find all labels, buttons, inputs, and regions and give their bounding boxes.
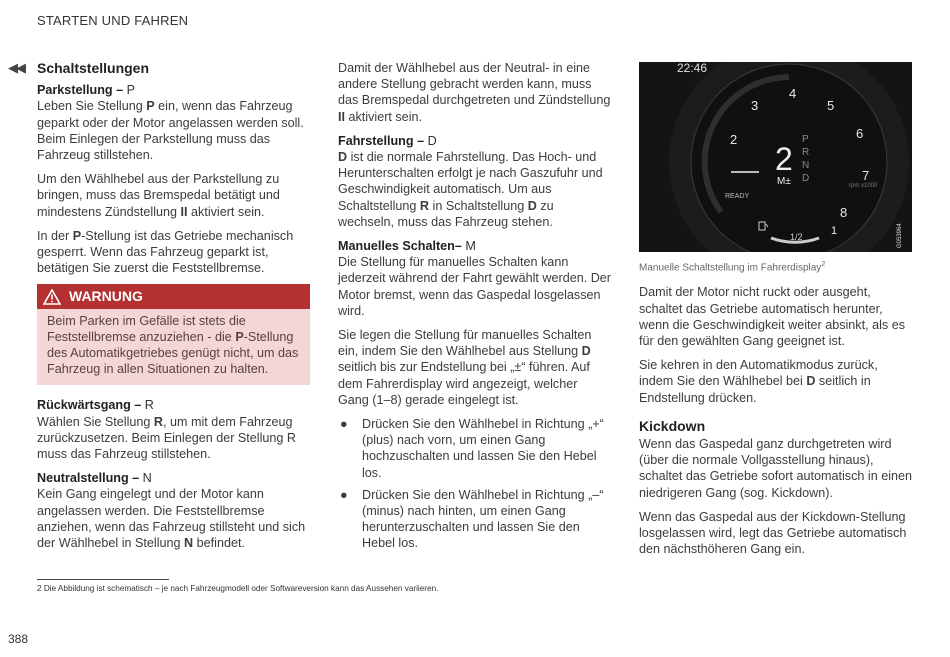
park-paragraph-1: Leben Sie Stellung P ein, wenn das Fahrzeug geparkt oder der Motor angelassen werden soll. Beim Einlegen der Parkstellung muss das Fahrzeug stillstehen. (37, 99, 304, 163)
downshift-paragraph: Damit der Motor nicht ruckt oder ausgeht, schaltet das Getriebe automatisch herunter, wenn die Geschwindigkeit weiter absinkt, als es für den gewählten Gang geeignet ist. (639, 285, 905, 348)
section-title: Schaltstellungen (37, 60, 150, 76)
manual-paragraph-1: Die Stellung für manuelles Schalten kann jederzeit während der Fahrt gewählt werden. Der Motor bremst, wenn das Gaspedal losgelassen wird. (338, 255, 612, 318)
clock-time: 22:46 (677, 62, 708, 75)
driver-display-graphic (639, 62, 912, 252)
page-number: 388 (8, 632, 29, 646)
dial-number: 5 (827, 98, 835, 113)
drive-heading: Fahrstellung – D (338, 133, 437, 148)
gear-letter-n: N (802, 160, 810, 171)
rpm-label: rpm x1000 (849, 183, 878, 189)
park-heading: Parkstellung – P (37, 83, 135, 98)
driver-display-image (639, 62, 912, 252)
dial-number: 8 (840, 205, 848, 220)
instruction-list (338, 416, 611, 552)
column-1 (37, 60, 310, 559)
manual-mode-indicator: M± (777, 176, 791, 187)
bullet-icon: ● (340, 417, 348, 432)
park-paragraph-3: In der P-Stellung ist das Getriebe mechanisch gesperrt. Wenn das Fahrzeug geparkt ist, betätigen Sie zuerst die Feststellbremse. (37, 228, 294, 276)
automatic-mode-paragraph: Sie kehren in den Automatikmodus zurück, indem Sie den Wählhebel bei D seitlich in Endstellung drücken. (639, 358, 878, 405)
dial-number: 3 (751, 98, 759, 113)
back-navigation-icon[interactable]: ◀◀ (8, 60, 24, 75)
neutral-continued-paragraph: Damit der Wählhebel aus der Neutral- in eine andere Stellung gebracht werden kann, muss das Bremspedal durchgetreten und Zündstellung II aktiviert sein. (338, 61, 611, 124)
column-2 (338, 60, 611, 560)
bullet-icon: ● (340, 487, 348, 502)
dial-number: 4 (789, 86, 797, 101)
neutral-heading: Neutralstellung – N (37, 471, 152, 486)
warning-header (37, 284, 310, 308)
running-header: STARTEN UND FAHREN (37, 13, 189, 28)
warning-box (37, 284, 310, 385)
warning-text: Beim Parken im Gefälle ist stets die Feststellbremse anzuziehen - die P-Stellung des Automatikgetriebes genügt nicht, um das Fahrzeug in allen Situationen zu halten. (37, 309, 310, 386)
footnote: 2 Die Abbildung ist schematisch – je nach Fahrzeugmodell oder Softwareversion kann das Aussehen variieren. (37, 584, 439, 593)
dial-number: 7 (862, 168, 870, 183)
reverse-paragraph: Wählen Sie Stellung R, um mit dem Fahrzeug zurückzusetzen. Beim Einlegen der Stellung R muss das Fahrzeug stillstehen. (37, 414, 297, 462)
drive-paragraph: D ist die normale Fahrstellung. Das Hoch- und Herunterschalten erfolgt je nach Gaszufuhr und Geschwindigkeit automatisch. Um aus Schaltstellung R in Schaltstellung D zu wechseln, muss das Fahrzeug stehen. (338, 150, 603, 229)
gear-letter-r: R (802, 147, 810, 158)
kickdown-paragraph-2: Wenn das Gaspedal aus der Kickdown-Stellung losgelassen wird, legt das Getriebe automatisch den nächsthöheren Gang ein. (639, 509, 907, 557)
footnote-rule (37, 579, 169, 580)
image-code: G053964 (897, 223, 903, 248)
column-3 (639, 60, 915, 565)
list-item: ● Drücken Sie den Wählhebel in Richtung „–“ (minus) nach hinten, um einen Gang herunterzuschalten und lassen Sie den Hebel los. (340, 487, 604, 551)
warning-title: WARNUNG (69, 288, 143, 305)
dial-number: 2 (730, 132, 738, 147)
figure-caption: Manuelle Schaltstellung im Fahrerdisplay$^2$ (639, 261, 826, 274)
dial-number: 1 (831, 225, 838, 237)
manual-heading: Manuelles Schalten– M (338, 239, 476, 254)
warning-triangle-icon (43, 289, 61, 305)
reverse-heading: Rückwärtsgang – R (37, 398, 154, 413)
gear-indicator: 2 (775, 141, 793, 177)
list-item: ● Drücken Sie den Wählhebel in Richtung „+“ (plus) nach vorn, um einen Gang hochzuschalten und lassen Sie den Hebel los. (340, 417, 604, 480)
manual-paragraph-2: Sie legen die Stellung für manuelles Schalten ein, indem Sie den Wählhebel aus Stellung D seitlich bis zur Endstellung bei „±“ führen. Auf dem Fahrerdisplay wird angezeigt, welcher Gang (1–8) gerade eingelegt ist. (338, 328, 592, 407)
kickdown-paragraph-1: Wenn das Gaspedal ganz durchgetreten wird (über die normale Vollgasstellung hinaus), schaltet das Getriebe sofort automatisch in einen niedrigeren Gang (sog. Kickdown). (639, 436, 913, 500)
ready-indicator: READY (725, 193, 750, 200)
fuel-half-label: 1/2 (790, 232, 803, 242)
dial-number: 6 (856, 126, 864, 141)
kickdown-title: Kickdown (639, 417, 706, 434)
park-paragraph-2: Um den Wählhebel aus der Parkstellung zu bringen, muss das Bremspedal betätigt und mindestens Zündstellung II aktiviert sein. (37, 172, 280, 219)
gear-letter-p: P (802, 134, 809, 145)
neutral-paragraph: Kein Gang eingelegt und der Motor kann angelassen werden. Die Feststellbremse anziehen, wenn das Fahrzeug stillsteht und sich der Wählhebel in Stellung N befindet. (37, 487, 306, 551)
gear-letter-d: D (802, 173, 810, 184)
